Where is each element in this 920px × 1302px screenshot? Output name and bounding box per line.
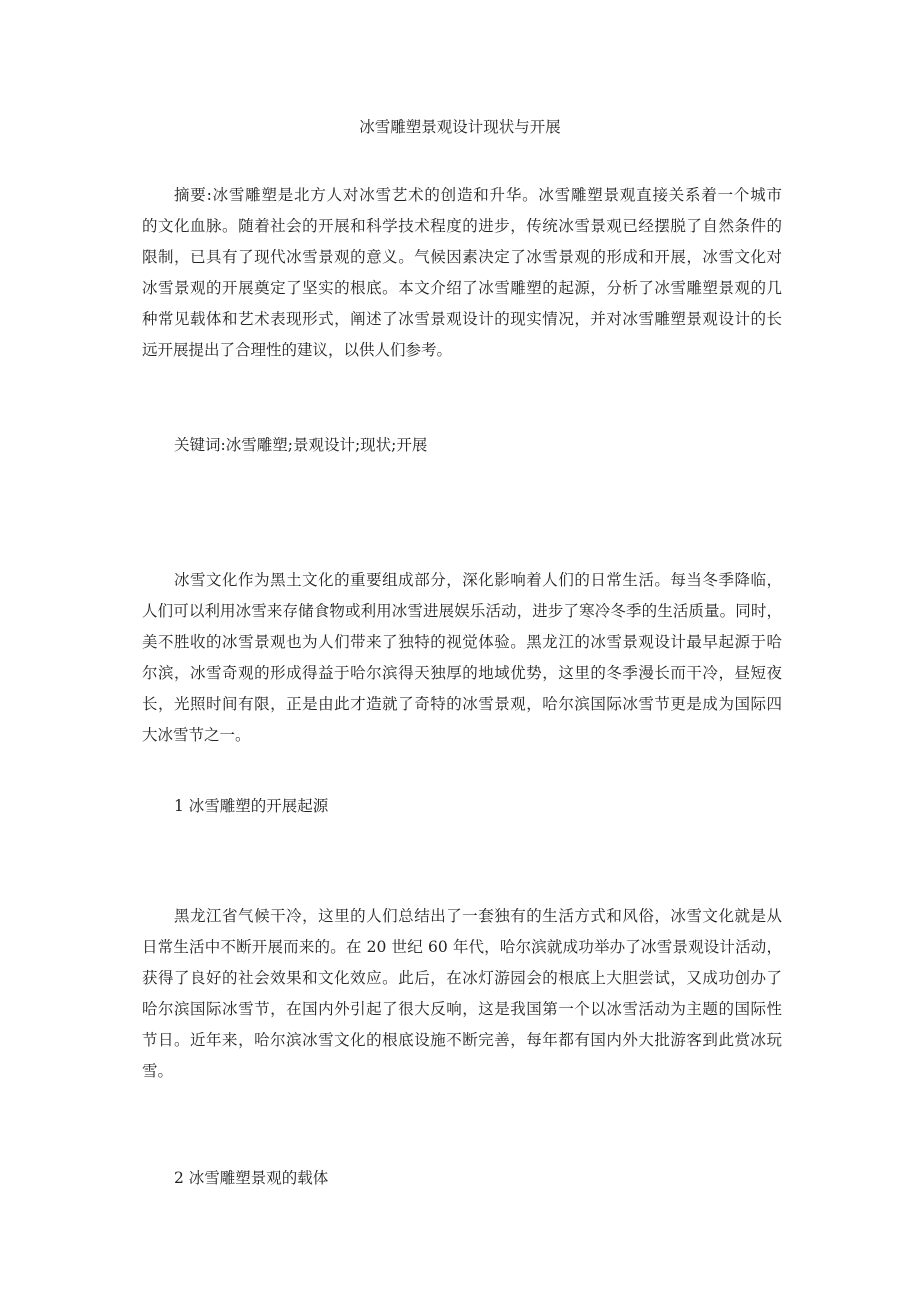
intro-paragraph: [142, 565, 782, 751]
text-line: 人们可以利用冰雪来存储食物或利用冰雪进展娱乐活动，进步了寒冷冬季的生活质量。同时，: [142, 602, 782, 620]
text-line: 尔滨，冰雪奇观的形成得益于哈尔滨得天独厚的地域优势，这里的冬季漫长而干冷，昼短夜: [142, 664, 782, 682]
text-line: 节日。近年来，哈尔滨冰雪文化的根底设施不断完善，每年都有国内外大批游客到此赏冰玩: [142, 1031, 782, 1049]
text-line: 长，光照时间有限，正是由此才造就了奇特的冰雪景观，哈尔滨国际冰雪节更是成为国际四: [142, 695, 782, 713]
section1-paragraph: [142, 901, 782, 1087]
text-line: 摘要:冰雪雕塑是北方人对冰雪艺术的创造和升华。冰雪雕塑景观直接关系着一个城市: [174, 186, 782, 204]
text-line: 日常生活中不断开展而来的。在 20 世纪 60 年代，哈尔滨就成功举办了冰雪景观设计活动，: [142, 938, 782, 956]
text-line: 冰雪景观的开展奠定了坚实的根底。本文介绍了冰雪雕塑的起源，分析了冰雪雕塑景观的几: [142, 279, 782, 297]
text-line: 大冰雪节之一。: [142, 726, 251, 744]
text-line: 哈尔滨国际冰雪节，在国内外引起了很大反响，这是我国第一个以冰雪活动为主题的国际性: [142, 1000, 782, 1018]
text-line: 获得了良好的社会效果和文化效应。此后，在冰灯游园会的根底上大胆尝试，又成功创办了: [142, 969, 782, 987]
text-line: 远开展提出了合理性的建议，以供人们参考。: [142, 341, 453, 359]
keywords: 关键词:冰雪雕塑;景观设计;现状;开展: [174, 436, 428, 454]
section1-heading: 1 冰雪雕塑的开展起源: [174, 797, 329, 815]
document-title: 冰雪雕塑景观设计现状与开展: [359, 118, 561, 136]
text-line: 种常见载体和艺术表现形式，阐述了冰雪景观设计的现实情况，并对冰雪雕塑景观设计的长: [142, 310, 782, 328]
abstract-paragraph: [142, 180, 782, 366]
text-line: 限制，已具有了现代冰雪景观的意义。气候因素决定了冰雪景观的形成和开展，冰雪文化对: [142, 248, 782, 266]
text-line: 黑龙江省气候干冷，这里的人们总结出了一套独有的生活方式和风俗，冰雪文化就是从: [174, 907, 782, 925]
text-line: 雪。: [142, 1062, 174, 1080]
text-line: 的文化血脉。随着社会的开展和科学技术程度的进步，传统冰雪景观已经摆脱了自然条件的: [142, 217, 782, 235]
section2-heading: 2 冰雪雕塑景观的载体: [174, 1169, 329, 1187]
text-line: 美不胜收的冰雪景观也为人们带来了独特的视觉体验。黑龙江的冰雪景观设计最早起源于哈: [142, 633, 782, 651]
text-line: 冰雪文化作为黑土文化的重要组成部分，深化影响着人们的日常生活。每当冬季降临，: [174, 571, 782, 589]
